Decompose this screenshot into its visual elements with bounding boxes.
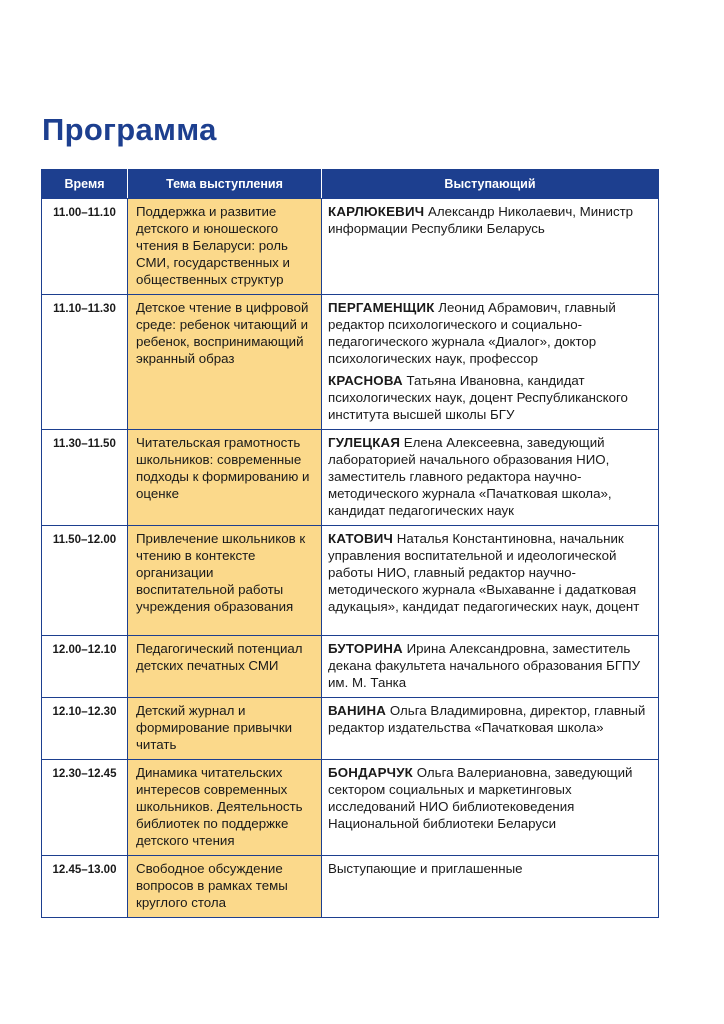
- header-row: [42, 170, 659, 199]
- header-topic: Тема выступления: [128, 170, 322, 199]
- header-time: Время: [42, 170, 128, 199]
- table-row: [42, 526, 659, 636]
- speaker-surname: БУТОРИНА: [328, 641, 403, 656]
- speaker-entry: [328, 299, 652, 367]
- speaker-cell: [322, 760, 659, 856]
- speaker-cell: [322, 698, 659, 760]
- table-header: [42, 170, 659, 199]
- table-row: [42, 636, 659, 698]
- time-cell: 11.10–11.30: [42, 295, 128, 430]
- table-row: [42, 295, 659, 430]
- speaker-entry: [328, 764, 652, 832]
- table-row: [42, 856, 659, 918]
- speaker-details: Елена Алексеевна, заведующий лабораторией начального образования НИО, заместитель главного редактора научно-методического журнала «Пачатковая школа», кандидат педагогических наук: [328, 435, 612, 518]
- speaker-details: Выступающие и приглашенные: [328, 861, 523, 876]
- speaker-surname: КРАСНОВА: [328, 373, 403, 388]
- table-row: [42, 760, 659, 856]
- topic-cell: Привлечение школьников к чтению в контексте организации воспитательной работы учреждения образования: [128, 526, 322, 636]
- table-body: [42, 199, 659, 918]
- speaker-surname: ВАНИНА: [328, 703, 387, 718]
- speaker-cell: [322, 199, 659, 295]
- speaker-entry: [328, 860, 652, 877]
- speaker-cell: [322, 295, 659, 430]
- topic-cell: Педагогический потенциал детских печатных СМИ: [128, 636, 322, 698]
- topic-cell: Динамика читательских интересов современных школьников. Деятельность библиотек по поддержке детского чтения: [128, 760, 322, 856]
- speaker-cell: [322, 856, 659, 918]
- topic-cell: Детский журнал и формирование привычки читать: [128, 698, 322, 760]
- time-cell: 12.00–12.10: [42, 636, 128, 698]
- header-speaker: Выступающий: [322, 170, 659, 199]
- speaker-surname: КАРЛЮКЕВИЧ: [328, 204, 425, 219]
- time-cell: 11.00–11.10: [42, 199, 128, 295]
- speaker-cell: [322, 526, 659, 636]
- time-cell: 12.30–12.45: [42, 760, 128, 856]
- table-row: [42, 698, 659, 760]
- speaker-details: Наталья Константиновна, начальник управления воспитательной и идеологической работы НИО, главный редактор научно-методического журнала «Выхаванне і дадатковая адукацыя», кандидат педагогических наук, доцент: [328, 531, 640, 614]
- speaker-details: Леонид Абрамович, главный редактор психологического и социально-педагогического журнала «Диалог», доктор психологических наук, профессор: [328, 300, 616, 366]
- time-cell: 11.50–12.00: [42, 526, 128, 636]
- speaker-entry: [328, 434, 652, 519]
- speaker-entry: [328, 530, 652, 615]
- speaker-details: Ольга Владимировна, директор, главный редактор издательства «Пачатковая школа»: [328, 703, 646, 735]
- speaker-entry: [328, 372, 652, 423]
- speaker-entry: [328, 640, 652, 691]
- time-cell: 11.30–11.50: [42, 430, 128, 526]
- speaker-surname: КАТОВИЧ: [328, 531, 394, 546]
- topic-cell: Читательская грамотность школьников: современные подходы к формированию и оценке: [128, 430, 322, 526]
- speaker-entry: [328, 203, 652, 237]
- page-title: Программа: [42, 112, 217, 147]
- topic-cell: Детское чтение в цифровой среде: ребенок читающий и ребенок, воспринимающий экранный образ: [128, 295, 322, 430]
- topic-cell: Свободное обсуждение вопросов в рамках темы круглого стола: [128, 856, 322, 918]
- speaker-cell: [322, 636, 659, 698]
- speaker-details: Ольга Валериановна, заведующий сектором социальных и маркетинговых исследований НИО библиотековедения Национальной библиотеки Беларуси: [328, 765, 633, 831]
- speaker-surname: БОНДАРЧУК: [328, 765, 413, 780]
- speaker-details: Александр Николаевич, Министр информации Республики Беларусь: [328, 204, 634, 236]
- topic-cell: Поддержка и развитие детского и юношеского чтения в Беларуси: роль СМИ, государственных и общественных структур: [128, 199, 322, 295]
- speaker-surname: ГУЛЕЦКАЯ: [328, 435, 401, 450]
- program-table: [41, 169, 659, 918]
- speaker-details: Татьяна Ивановна, кандидат психологических наук, доцент Республиканского института высшей школы БГУ: [328, 373, 628, 422]
- table-row: [42, 199, 659, 295]
- time-cell: 12.45–13.00: [42, 856, 128, 918]
- time-cell: 12.10–12.30: [42, 698, 128, 760]
- speaker-details: Ирина Александровна, заместитель декана факультета начального образования БГПУ им. М. Танка: [328, 641, 641, 690]
- table-row: [42, 430, 659, 526]
- speaker-surname: ПЕРГАМЕНЩИК: [328, 300, 435, 315]
- speaker-cell: [322, 430, 659, 526]
- speaker-entry: [328, 702, 652, 736]
